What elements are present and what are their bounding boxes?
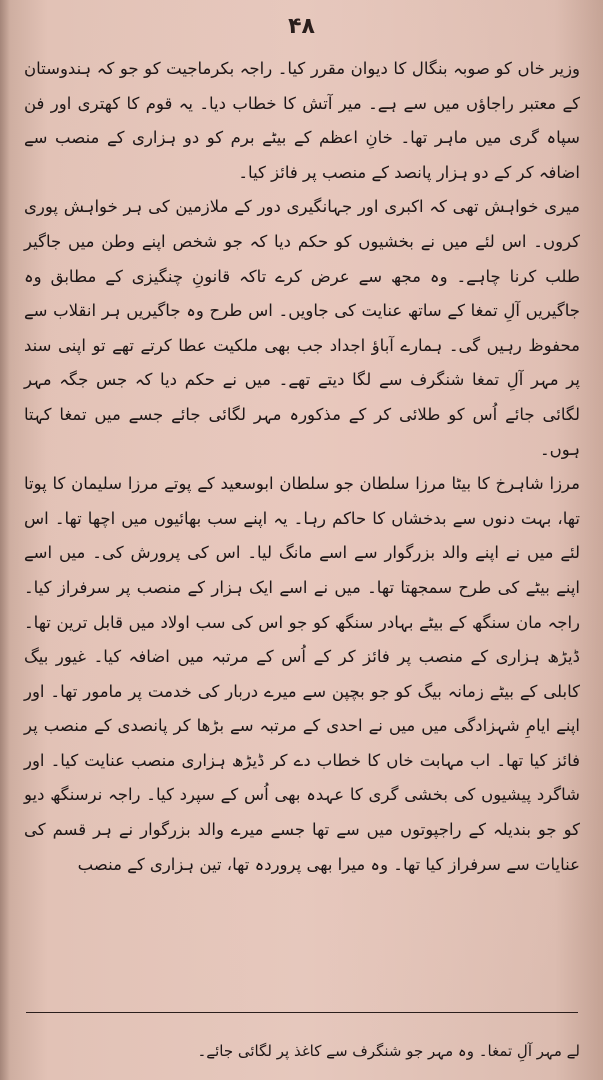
paragraph-3: مرزا شاہرخ کا بیٹا مرزا سلطان جو سلطان ابوسعید کے پوتے مرزا سلیمان کا پوتا تھا، بہت دنوں سے بدخشاں کا حاکم رہا۔ یہ اپنے سب بھائیوں میں اچھا تھا۔ اس لئے میں نے اپنے والد بزرگوار سے اسے مانگ لیا۔ اس کی پرورش کی۔ میں اسے اپنے بیٹے کی طرح سمجھتا تھا۔ میں نے اسے ایک ہزار کے منصب پر سرفراز کیا۔ راجہ مان سنگھ کے بیٹے بہادر سنگھ کو جو اس کی سب اولاد میں قابل ترین تھا۔ ڈیڑھ ہزاری کے منصب پر فائز کر کے اُس کے مرتبہ میں اضافہ کیا۔ غیور بیگ کابلی کے بیٹے زمانہ بیگ کو جو بچپن سے میرے دربار کی خدمت پر مامور تھا۔ اور اپنے ایامِ شہزادگی میں میں نے احدی کے مرتبہ سے بڑھا کر پانصدی کے منصب پر فائز کیا تھا۔ اب مہابت خاں کا خطاب دے کر ڈیڑھ ہزاری منصب عنایت کیا۔ اور شاگرد پیشیوں کی بخشی گری کا عہدہ بھی اُس کے سپرد کیا۔ راجہ نرسنگھ دیو کو جو بندیلہ کے راجپوتوں میں سے تھا جسے میرے والد بزرگوار نے ہر قسم کی عنایات سے سرفراز کیا تھا۔ وہ میرا بھی پروردہ تھا، تین ہزاری کے منصب — [24, 474, 580, 874]
paragraph-1: وزیر خاں کو صوبہ بنگال کا دیوان مقرر کیا۔ راجہ بکرماجیت کو جو کہ ہندوستان کے معتبر راجاؤں میں سے ہے۔ میر آتش کا خطاب دیا۔ یہ قوم کا کھتری اور فن سپاہ گری میں ماہر تھا۔ خانِ اعظم کے بیٹے برم کو دو ہزاری کے منصب سے اضافہ کر کے دو ہزار پانصد کے منصب پر فائز کیا۔ — [24, 59, 580, 182]
footnote-divider — [26, 1012, 578, 1013]
body-text — [24, 52, 580, 882]
paragraph-2: میری خواہش تھی کہ اکبری اور جہانگیری دور کے ملازمین کی ہر خواہش پوری کروں۔ اس لئے میں نے بخشیوں کو حکم دیا کہ جو شخص اپنے وطن میں جاگیر طلب کرنا چاہے۔ وہ مجھ سے عرض کرے تاکہ قانونِ چنگیزی کے مطابق وہ جاگیریں آلِ تمغا کے ساتھ عنایت کی جاویں۔ اس طرح وہ جاگیریں ہر انقلاب سے محفوظ رہیں گی۔ ہمارے آباؤ اجداد جب بھی ملکیت عطا کرتے تھے تو اپنی سند پر مہر آلِ تمغا شنگرف سے لگا دیتے تھے۔ میں نے حکم دیا کہ جس جگہ مہر لگائی جائے اُس کو طلائی کر کے مذکورہ مہر لگائی جائے جسے میں تمغا کہتا ہوں۔ — [24, 197, 580, 459]
footnote: لے مہر آلِ تمغا۔ وہ مہر جو شنگرف سے کاغذ پر لگائی جائے۔ — [197, 1042, 580, 1060]
page-number: ۴۸ — [288, 14, 315, 39]
page-edge-shadow — [0, 0, 10, 1080]
